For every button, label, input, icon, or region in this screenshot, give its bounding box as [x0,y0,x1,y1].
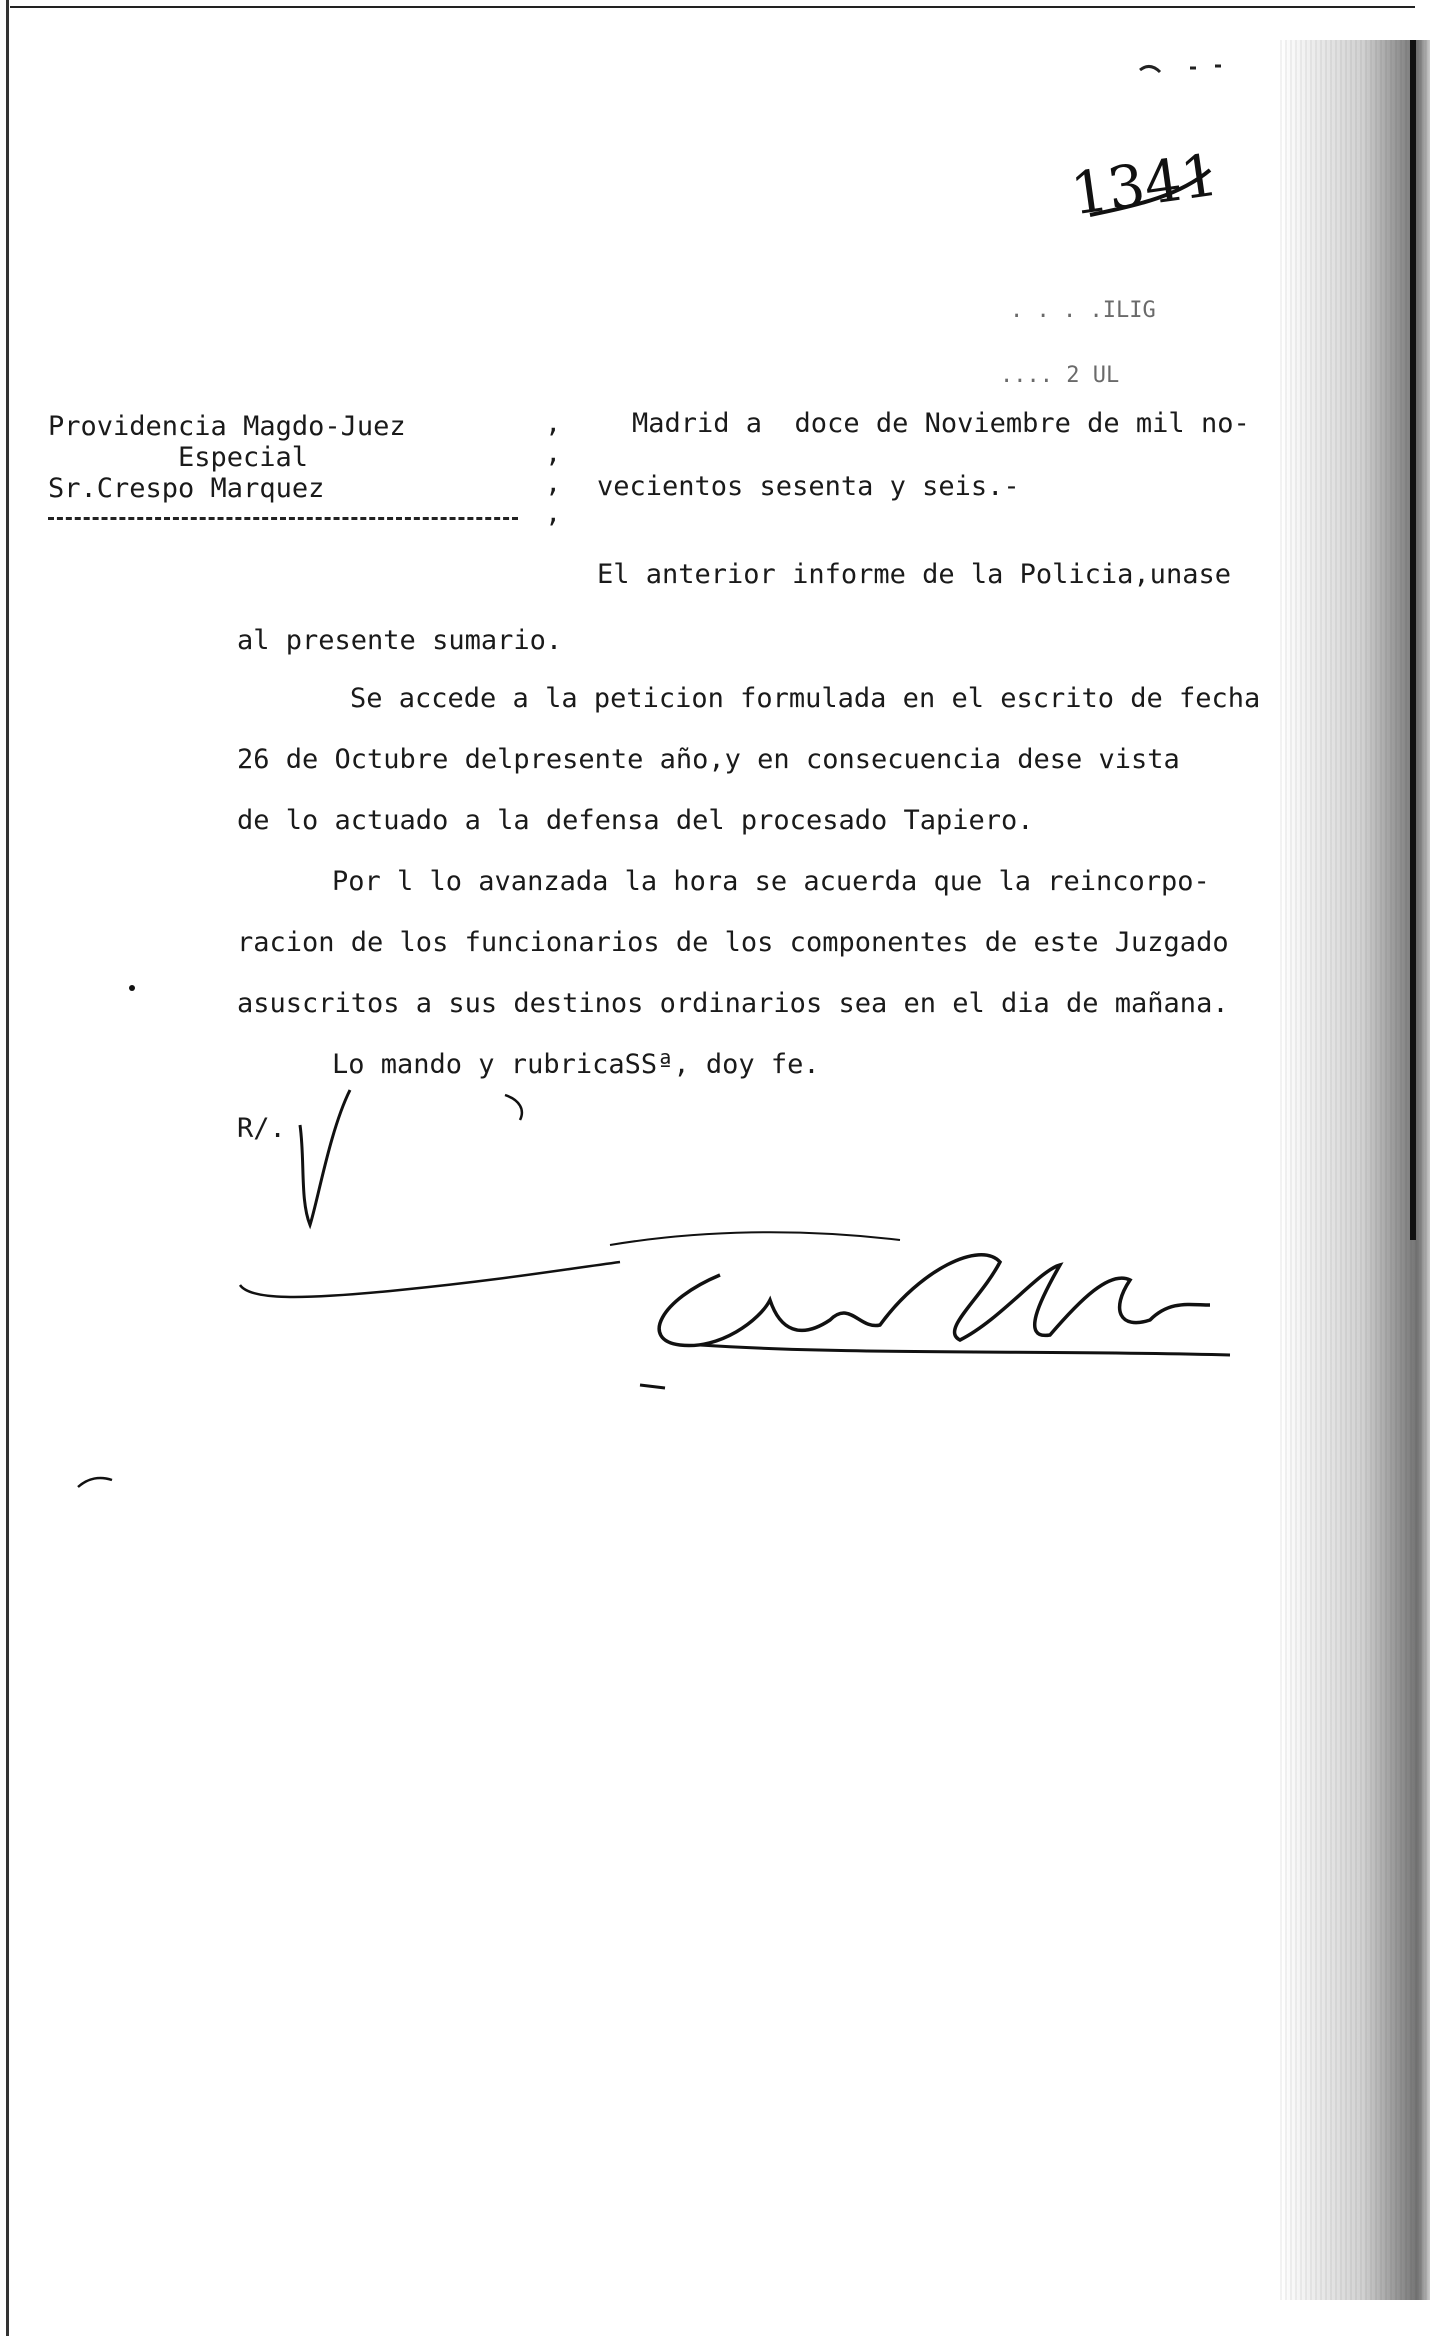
margin-note-line1: Providencia Magdo-Juez [48,411,406,442]
closing-line: Lo mando y rubricaSSª, doy fe. [332,1049,820,1080]
margin-note-line2: Especial [178,442,309,473]
rubric-hook [505,1095,522,1120]
folio-number-text: 1341 [1066,140,1223,229]
separator-mark-3: , [545,468,562,499]
date-line-1: Madrid a doce de Noviembre de mil no- [632,408,1250,439]
paragraph-2-line-3: de lo actuado a la defensa del procesado Tapiero. [237,805,1034,836]
rubric-stroke [300,1090,350,1225]
paragraph-3-line-1: Por l lo avanzada la hora se acuerda que la reincorpo- [332,866,1210,897]
signature-underline-left [240,1262,620,1297]
paragraph-1-line-1: El anterior informe de la Policia,unase [597,559,1231,590]
separator-mark-2: , [545,438,562,469]
margin-note-line3: Sr.Crespo Marquez [48,473,325,504]
signature-main-stroke [659,1255,1210,1346]
paragraph-2-line-2: 26 de Octubre delpresente año,y en consecuencia dese vista [237,744,1180,775]
separator-mark-1: , [545,408,562,439]
signature-underline [700,1345,1230,1355]
faint-stamp-1: . . . .ILIG [1010,298,1156,323]
paragraph-3-line-2: racion de los funcionarios de los componentes de este Juzgado [237,927,1229,958]
separator-mark-4: , [545,498,562,529]
rubric-mark: R/. [237,1113,286,1144]
stray-dot [129,985,135,991]
paragraph-2-line-1: Se accede a la peticion formulada en el escrito de fecha [350,683,1261,714]
signature-top-stroke [610,1232,900,1245]
paragraph-1-line-2: al presente sumario. [237,625,563,656]
signature-tick [640,1385,665,1388]
paragraph-3-line-3: asuscritos a sus destinos ordinarios sea en el dia de mañana. [237,988,1229,1019]
date-line-2: vecientos sesenta y seis.- [597,471,1020,502]
stray-mark [78,1478,112,1487]
faint-stamp-2: .... 2 UL [1000,363,1120,388]
